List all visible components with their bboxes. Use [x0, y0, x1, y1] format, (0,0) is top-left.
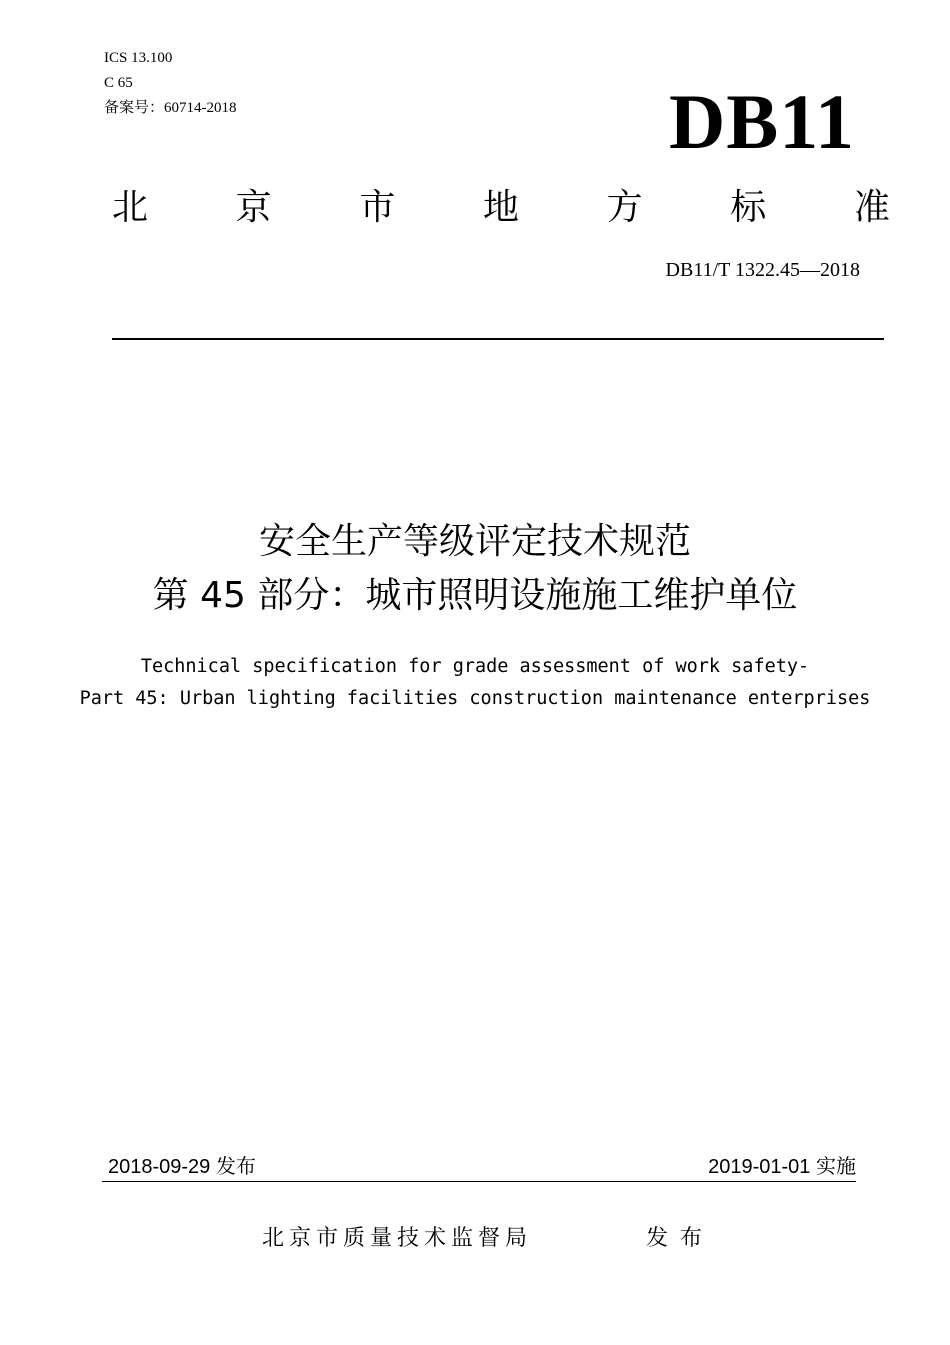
standard-type-char: 市: [359, 187, 396, 228]
standard-type-heading: [112, 186, 890, 230]
title-en-line1: Technical specification for grade assessment of work safety-: [140, 656, 810, 677]
title-cn-line1: 安全生产等级评定技术规范: [258, 521, 691, 562]
standard-type-char: 北: [112, 187, 149, 228]
ccs-code: C 65: [104, 75, 133, 91]
db11-logo: DB11: [668, 78, 855, 165]
top-divider: [112, 338, 884, 340]
title-cn-line2: 第 45 部分：城市照明设施施工维护单位: [152, 575, 798, 616]
publisher-name: 北京市质量技术监督局: [262, 1226, 533, 1251]
standard-type-char: 方: [606, 187, 643, 228]
publish-label: 发布: [646, 1226, 715, 1251]
standard-number: DB11/T 1322.45—2018: [665, 259, 860, 281]
release-date: 2018-09-29 发布: [108, 1156, 256, 1178]
standard-type-char: 标: [730, 187, 767, 228]
standard-type-char: 地: [482, 187, 519, 228]
date-row: [108, 1154, 856, 1180]
title-en-line2: Part 45: Urban lighting facilities construction maintenance enterprises: [79, 688, 871, 709]
ics-code: ICS 13.100: [104, 50, 173, 66]
standard-type-char: 准: [853, 187, 890, 228]
record-number: 备案号：60714-2018: [104, 100, 237, 116]
implement-date: 2019-01-01 实施: [708, 1156, 856, 1178]
bottom-divider: [102, 1181, 856, 1182]
standard-type-char: 京: [235, 187, 272, 228]
